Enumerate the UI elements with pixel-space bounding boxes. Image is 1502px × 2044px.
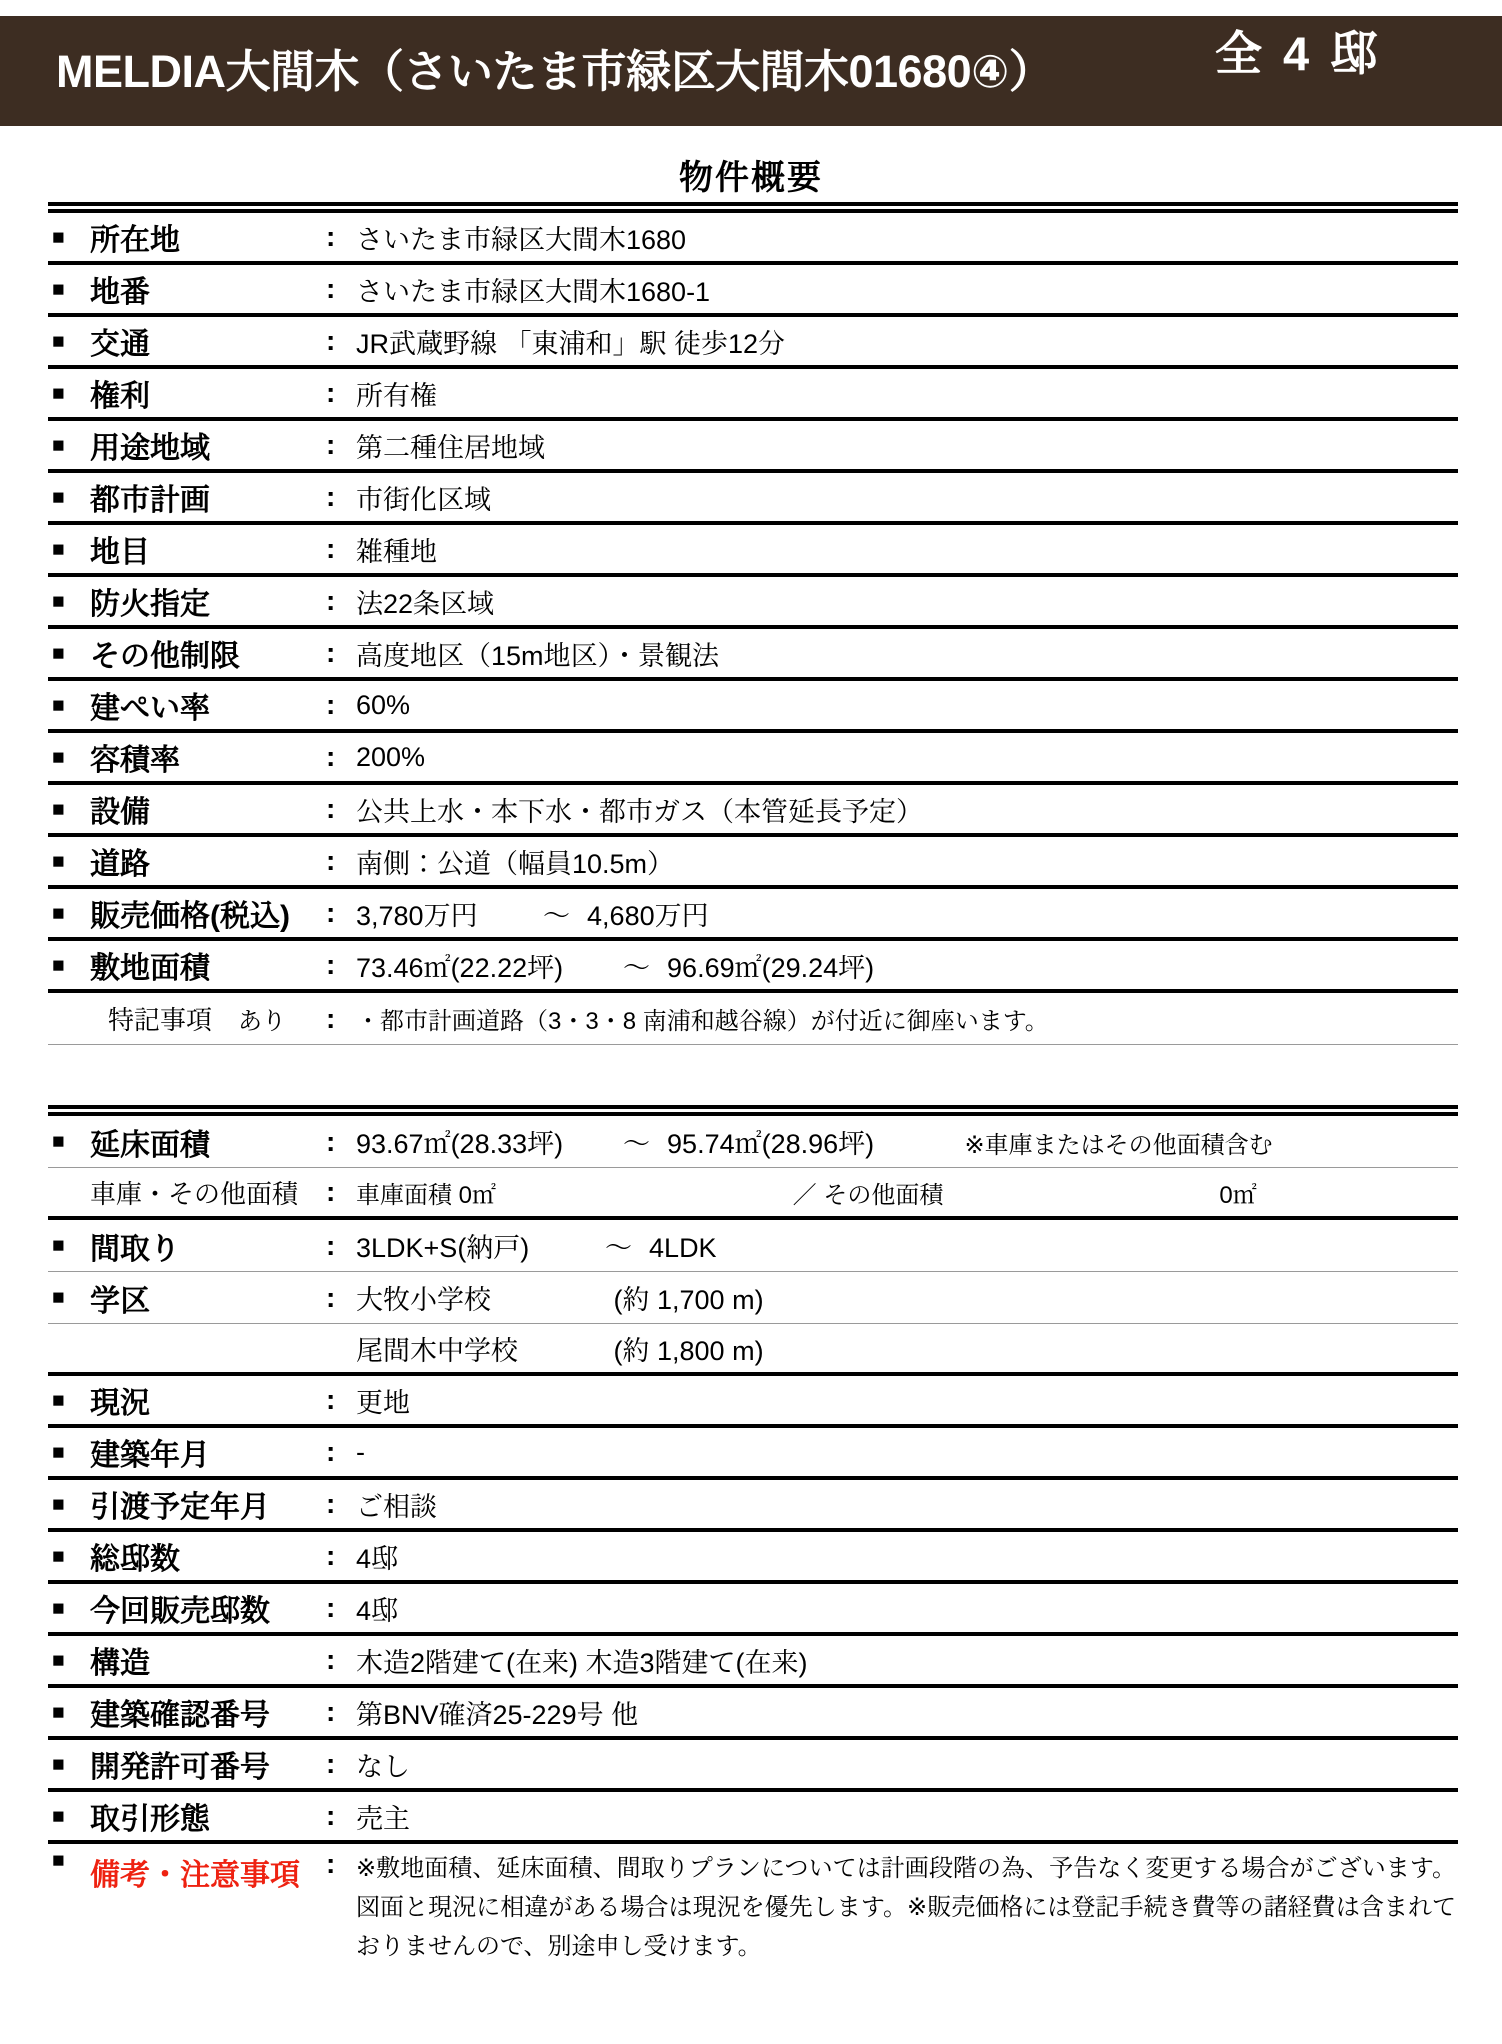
row-label: 容積率 [90, 744, 180, 777]
row-label: 販売価格(税込) [90, 900, 290, 933]
bullet-icon: ■ [52, 1492, 65, 1516]
row-label: 間取り [90, 1232, 180, 1266]
row-label: 建築確認番号 [90, 1699, 270, 1732]
bullet-icon: ■ [52, 1130, 65, 1153]
bullet-icon: ■ [52, 225, 65, 249]
row-value [354, 1329, 1458, 1368]
table-row-remarks [48, 1844, 1458, 1960]
table-row-transaction-type [48, 1792, 1458, 1844]
row-value: JR武蔵野線 「東浦和」駅 徒歩12分 [356, 328, 786, 359]
junior-school-distance: (約 1,800 m) [613, 1335, 764, 1366]
row-label: 延床面積 [90, 1128, 210, 1162]
floor-area-min: 93.67㎡(28.33坪) [356, 1129, 564, 1159]
colon-separator: : [326, 1488, 336, 1519]
colon-separator: : [326, 221, 336, 252]
table-row-price [48, 889, 1458, 941]
bullet-icon: ■ [52, 277, 65, 301]
colon-separator: : [326, 1176, 336, 1207]
layout-min: 3LDK+S(納戸) [356, 1233, 530, 1263]
colon-separator: : [326, 1384, 336, 1415]
colon-separator: : [326, 1002, 336, 1034]
range-tilde: ～ [605, 1233, 633, 1263]
row-value [354, 1175, 1458, 1210]
bullet-icon: ■ [52, 1388, 65, 1412]
colon-separator: : [326, 1696, 336, 1727]
row-value [354, 1226, 1458, 1265]
table-row-school-junior [48, 1324, 1458, 1376]
colon-separator: : [326, 1540, 336, 1571]
bullet-icon: ■ [52, 485, 65, 509]
bullet-icon: ■ [52, 849, 65, 873]
table-row-total-units [48, 1532, 1458, 1584]
table-gap-spacer [48, 1045, 1458, 1105]
colon-separator: : [326, 637, 336, 668]
row-value: 所有権 [356, 380, 437, 411]
table-row-structure [48, 1636, 1458, 1688]
bullet-icon: ■ [52, 693, 65, 717]
colon-separator: : [326, 845, 336, 876]
page-title: MELDIA大間木（さいたま市緑区大間木01680④） [56, 45, 1054, 97]
table-row-total-floor-area [48, 1116, 1458, 1168]
row-value: ご相談 [356, 1491, 437, 1522]
colon-separator: : [326, 325, 336, 356]
row-label: 開発許可番号 [90, 1751, 270, 1784]
table-row-building-coverage [48, 681, 1458, 733]
row-value: さいたま市緑区大間木1680 [356, 224, 687, 255]
row-value: 200% [356, 741, 426, 772]
bullet-icon: ■ [52, 1752, 65, 1776]
colon-separator: : [326, 949, 336, 980]
row-label: 用途地域 [90, 432, 210, 465]
row-label: 備考・注意事項 [90, 1859, 300, 1892]
table-row-floor-area-ratio [48, 733, 1458, 785]
row-value: 高度地区（15m地区）・景観法 [356, 640, 720, 671]
colon-separator: : [326, 1436, 336, 1467]
bullet-icon: ■ [52, 329, 65, 353]
land-area-min: 73.46㎡(22.22坪) [356, 952, 564, 983]
bullet-icon: ■ [52, 1234, 65, 1257]
row-label: 構造 [90, 1647, 150, 1680]
bullet-icon: ■ [52, 1440, 65, 1464]
layout-max: 4LDK [649, 1233, 717, 1263]
bullet-icon: ■ [52, 1700, 65, 1724]
row-label: 地目 [90, 536, 150, 569]
row-value [354, 946, 1458, 985]
range-tilde: ～ [543, 900, 571, 931]
colon-separator: : [326, 1848, 336, 1879]
colon-separator: : [326, 273, 336, 304]
colon-separator: : [326, 793, 336, 824]
table-row-handover-date [48, 1480, 1458, 1532]
row-label: 今回販売邸数 [90, 1595, 270, 1628]
colon-separator: : [326, 1229, 336, 1261]
row-value [354, 894, 1458, 933]
row-value: 木造2階建て(在来) 木造3階建て(在来) [356, 1647, 808, 1678]
row-label: 権利 [90, 380, 150, 413]
bullet-icon: ■ [52, 537, 65, 561]
remarks-text: ※敷地面積、延床面積、間取りプランについては計画段階の為、予告なく変更する場合がございます。図面と現況に相違がある場合は現況を優先します。※販売価格には登記手続き費等の諸経費は含まれておりませんので、別途申し受けます。 [356, 1855, 1456, 1960]
range-tilde: ～ [623, 952, 651, 983]
colon-separator: : [326, 533, 336, 564]
floor-area-note: ※車庫またはその他面積含む [964, 1132, 1273, 1159]
row-value: 公共上水・本下水・都市ガス（本管延長予定） [356, 796, 923, 827]
row-label: 敷地面積 [90, 952, 210, 985]
table-row-current-state [48, 1376, 1458, 1428]
table-row-confirmation-number [48, 1688, 1458, 1740]
colon-separator: : [326, 429, 336, 460]
colon-separator: : [326, 689, 336, 720]
row-value: 南側：公道（幅員10.5m） [356, 848, 675, 879]
row-value: 雑種地 [356, 536, 437, 567]
range-tilde: ～ [623, 1129, 651, 1159]
table-row-land-category [48, 525, 1458, 577]
price-min: 3,780万円 [356, 900, 478, 931]
table-row-use-district [48, 421, 1458, 473]
bullet-icon: ■ [52, 1648, 65, 1672]
row-label: 交通 [90, 328, 150, 361]
bullet-icon: ■ [52, 953, 65, 977]
table-row-rights [48, 369, 1458, 421]
row-label: 車庫・その他面積 [90, 1178, 299, 1209]
colon-separator: : [326, 1644, 336, 1675]
row-value [354, 1278, 1458, 1317]
row-value: 売主 [356, 1803, 410, 1834]
colon-separator: : [326, 1800, 336, 1831]
bullet-icon: ■ [52, 589, 65, 613]
row-label: 学区 [90, 1284, 150, 1318]
row-value: 法22条区域 [356, 588, 495, 619]
row-label: 現況 [90, 1387, 150, 1420]
row-value: 4邸 [356, 1595, 399, 1626]
colon-separator: : [326, 741, 336, 772]
table-row-facilities [48, 785, 1458, 837]
row-label: 設備 [90, 796, 150, 829]
row-value: さいたま市緑区大間木1680-1 [356, 276, 711, 307]
row-value: 第二種住居地域 [356, 432, 545, 463]
row-value: - [356, 1436, 365, 1467]
colon-separator: : [326, 1281, 336, 1313]
garage-area: 車庫面積 0㎡ [356, 1181, 497, 1209]
table-row-land-area [48, 941, 1458, 993]
bullet-icon: ■ [52, 901, 65, 925]
price-max: 4,680万円 [587, 900, 709, 931]
bullet-icon: ■ [52, 1849, 65, 1872]
row-value: 更地 [356, 1387, 410, 1418]
row-label: 引渡予定年月 [90, 1491, 270, 1524]
colon-separator: : [326, 1592, 336, 1623]
row-label: 取引形態 [90, 1803, 210, 1836]
colon-separator: : [326, 377, 336, 408]
section-title: 物件概要 [679, 159, 823, 197]
row-value: なし [356, 1751, 410, 1782]
row-value: 市街化区域 [356, 484, 491, 515]
row-label: 道路 [90, 848, 150, 881]
row-label: 地番 [90, 276, 150, 309]
table-top-double-rule [48, 202, 1458, 213]
row-value: 60% [356, 689, 411, 720]
table-row-lot-number [48, 265, 1458, 317]
table-row-school-elementary [48, 1272, 1458, 1324]
row-label: 建築年月 [90, 1439, 210, 1472]
bullet-icon: ■ [52, 1544, 65, 1568]
row-value [354, 1122, 1458, 1161]
table-row-transport [48, 317, 1458, 369]
row-value: ・都市計画道路（3・3・8 南浦和越谷線）が付近に御座います。 [356, 1008, 1049, 1035]
row-label: 防火指定 [90, 588, 210, 621]
row-label: 特記事項 [108, 1005, 213, 1035]
bullet-icon: ■ [52, 433, 65, 457]
bullet-icon: ■ [52, 1804, 65, 1828]
row-value: 第BNV確済25-229号 他 [356, 1699, 639, 1730]
table-row-special-notes [48, 993, 1458, 1045]
table-row-location [48, 213, 1458, 265]
colon-separator: : [326, 1125, 336, 1157]
bullet-icon: ■ [52, 381, 65, 405]
floor-area-max: 95.74㎡(28.96坪) [667, 1129, 875, 1159]
table-row-garage-other-area [48, 1168, 1458, 1220]
elementary-school-distance: (約 1,700 m) [613, 1285, 764, 1315]
colon-separator: : [326, 481, 336, 512]
row-label: 都市計画 [90, 484, 210, 517]
bullet-icon: ■ [52, 641, 65, 665]
table-row-other-limits [48, 629, 1458, 681]
elementary-school-name: 大牧小学校 [356, 1285, 491, 1315]
bullet-icon: ■ [52, 745, 65, 769]
table-row-road [48, 837, 1458, 889]
table-row-development-permit [48, 1740, 1458, 1792]
colon-separator: : [326, 585, 336, 616]
table-row-built-date [48, 1428, 1458, 1480]
row-label: 建ぺい率 [90, 692, 210, 725]
row-label: 総邸数 [90, 1543, 180, 1576]
land-area-max: 96.69㎡(29.24坪) [667, 952, 875, 983]
colon-separator: : [326, 897, 336, 928]
table-row-city-plan [48, 473, 1458, 525]
junior-school-name: 尾間木中学校 [356, 1335, 518, 1366]
table-row-layout [48, 1220, 1458, 1272]
property-overview-table [48, 202, 1458, 1960]
other-area-value: 0㎡ [1219, 1181, 1257, 1209]
bullet-icon: ■ [52, 797, 65, 821]
table-row-units-on-sale [48, 1584, 1458, 1636]
bullet-icon: ■ [52, 1596, 65, 1620]
bullet-icon: ■ [52, 1286, 65, 1309]
row-label: その他制限 [90, 640, 240, 673]
row-value: 4邸 [356, 1543, 399, 1574]
unit-count-badge: 全 4 邸 [1215, 27, 1382, 80]
special-notes-flag: あり [238, 1008, 286, 1035]
colon-separator: : [326, 1748, 336, 1779]
table-row-fire-zone [48, 577, 1458, 629]
row-label: 所在地 [90, 224, 180, 257]
table-mid-double-rule [48, 1105, 1458, 1116]
other-area-label: ／ その他面積 [792, 1181, 944, 1209]
